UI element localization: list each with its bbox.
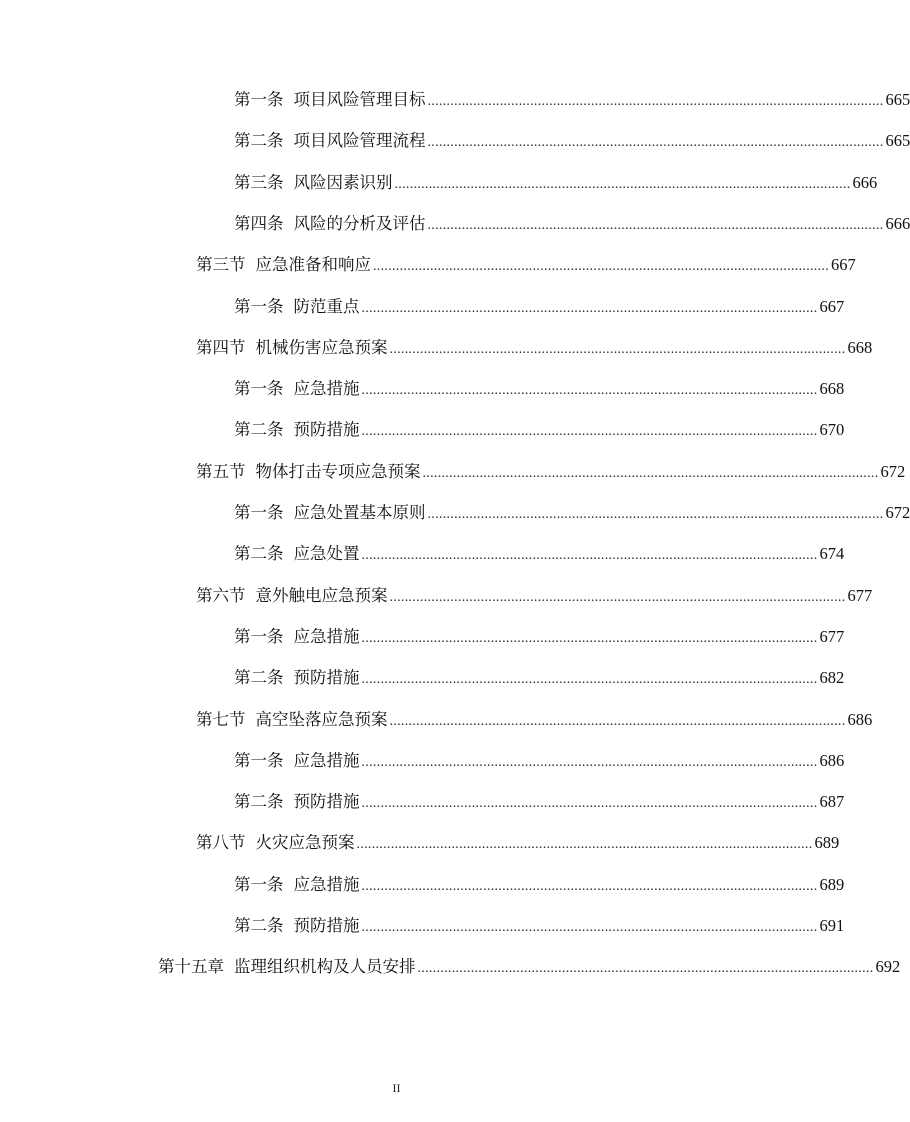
toc-entry-page: 668 bbox=[819, 379, 845, 399]
toc-leader-dots: ........................................................................................................................ bbox=[361, 548, 818, 564]
toc-leader-dots: ........................................................................................................................ bbox=[361, 796, 818, 812]
toc-entry-page: 666 bbox=[852, 172, 878, 192]
toc-entry-number: 第四节 bbox=[196, 337, 246, 357]
toc-leader-dots: ........................................................................................................................ bbox=[422, 465, 879, 481]
toc-entry-number: 第一条 bbox=[234, 379, 284, 399]
toc-entry-page: 686 bbox=[819, 750, 845, 770]
toc-leader-dots: ........................................................................................................................ bbox=[361, 383, 818, 399]
toc-entry-page: 677 bbox=[819, 626, 845, 646]
toc-entry-page: 670 bbox=[819, 420, 845, 440]
toc-leader-dots: ........................................................................................................................ bbox=[361, 878, 818, 894]
toc-leader-dots: ........................................................................................................................ bbox=[394, 176, 851, 192]
toc-entry[interactable] bbox=[234, 873, 845, 897]
toc-entry[interactable] bbox=[196, 708, 873, 732]
toc-entry[interactable] bbox=[234, 418, 845, 442]
toc-leader-dots: ........................................................................................................................ bbox=[361, 754, 818, 770]
toc-entry-number: 第四条 bbox=[234, 213, 284, 233]
toc-entry-title: 应急准备和响应 bbox=[255, 255, 371, 275]
toc-entry-number: 第六节 bbox=[196, 585, 246, 605]
toc-entry-title: 预防措施 bbox=[293, 420, 360, 440]
toc-entry-title: 应急处置基本原则 bbox=[293, 503, 426, 522]
toc-leader-dots: ........................................................................................................................ bbox=[361, 630, 818, 646]
toc-entry-page: 689 bbox=[819, 874, 845, 894]
toc-entry-title: 应急措施 bbox=[293, 750, 360, 770]
toc-entry-title: 风险的分析及评估 bbox=[293, 213, 426, 233]
toc-entry-page: 689 bbox=[814, 833, 840, 853]
toc-entry-title: 监理组织机构及人员安排 bbox=[234, 957, 416, 977]
toc-entry-title: 物体打击专项应急预案 bbox=[255, 461, 421, 481]
toc-entry-page: 667 bbox=[831, 255, 856, 275]
toc-entry-page: 672 bbox=[885, 503, 910, 522]
page-number: II bbox=[392, 1081, 401, 1095]
toc-leader-dots: ........................................................................................................................ bbox=[427, 94, 884, 109]
toc-entry[interactable] bbox=[196, 336, 873, 360]
toc-entry-page: 687 bbox=[819, 792, 845, 812]
toc-entry-title: 应急措施 bbox=[293, 379, 360, 399]
toc-entry-page: 682 bbox=[819, 668, 845, 688]
toc-leader-dots: ........................................................................................................................ bbox=[427, 507, 884, 522]
toc-entry-page: 692 bbox=[875, 957, 901, 977]
toc-entry-page: 666 bbox=[885, 213, 910, 233]
toc-entry-page: 677 bbox=[847, 585, 873, 605]
toc-entry-number: 第二条 bbox=[234, 544, 284, 564]
toc-entry-number: 第一条 bbox=[234, 90, 284, 109]
toc-entry[interactable] bbox=[234, 377, 845, 401]
toc-entry-title: 预防措施 bbox=[293, 916, 360, 935]
toc-entry-title: 项目风险管理目标 bbox=[293, 90, 426, 109]
toc-entry-page: 665 bbox=[885, 90, 910, 109]
toc-entry-number: 第二条 bbox=[234, 131, 284, 151]
toc-leader-dots: ........................................................................................................................ bbox=[356, 837, 813, 853]
toc-entry[interactable] bbox=[234, 914, 845, 938]
toc-entry-number: 第二条 bbox=[234, 792, 284, 812]
toc-entry-title: 火灾应急预案 bbox=[255, 833, 355, 853]
toc-entry[interactable] bbox=[234, 501, 910, 525]
toc-entry[interactable] bbox=[234, 295, 845, 319]
toc-entry[interactable] bbox=[196, 831, 840, 855]
toc-entry-number: 第三节 bbox=[196, 255, 246, 275]
toc-entry-title: 应急措施 bbox=[293, 874, 360, 894]
toc-entry[interactable] bbox=[196, 584, 873, 608]
toc-entry[interactable] bbox=[234, 129, 910, 153]
toc-entry-number: 第七节 bbox=[196, 709, 246, 729]
toc-entry[interactable] bbox=[234, 542, 845, 566]
toc-entry-number: 第二条 bbox=[234, 916, 284, 935]
toc-entry-title: 应急措施 bbox=[293, 626, 360, 646]
toc-leader-dots: ........................................................................................................................ bbox=[389, 713, 846, 729]
toc-leader-dots: ........................................................................................................................ bbox=[361, 672, 818, 688]
toc-entry-title: 预防措施 bbox=[293, 668, 360, 688]
toc-entry-number: 第一条 bbox=[234, 750, 284, 770]
toc-entry-page: 665 bbox=[885, 131, 910, 151]
toc-entry-title: 项目风险管理流程 bbox=[293, 131, 426, 151]
toc-entry[interactable] bbox=[196, 460, 906, 484]
toc-leader-dots: ........................................................................................................................ bbox=[427, 135, 884, 151]
toc-entry-number: 第一条 bbox=[234, 296, 284, 316]
toc-entry[interactable] bbox=[158, 955, 901, 979]
toc-entry[interactable] bbox=[234, 749, 845, 773]
toc-entry-number: 第二条 bbox=[234, 420, 284, 440]
toc-entry-number: 第八节 bbox=[196, 833, 246, 853]
toc-leader-dots: ........................................................................................................................ bbox=[389, 341, 846, 357]
toc-entry[interactable] bbox=[234, 171, 878, 195]
toc-leader-dots: ........................................................................................................................ bbox=[361, 920, 818, 935]
toc-leader-dots: ........................................................................................................................ bbox=[373, 259, 829, 275]
toc-entry-page: 672 bbox=[880, 461, 906, 481]
toc-leader-dots: ........................................................................................................................ bbox=[361, 300, 818, 316]
toc-entry-page: 667 bbox=[819, 296, 845, 316]
toc-leader-dots: ........................................................................................................................ bbox=[417, 961, 874, 977]
toc-entry-number: 第一条 bbox=[234, 503, 284, 522]
toc-entry-title: 机械伤害应急预案 bbox=[255, 337, 388, 357]
toc-entry[interactable] bbox=[234, 625, 845, 649]
toc-entry-number: 第一条 bbox=[234, 626, 284, 646]
toc-leader-dots: ........................................................................................................................ bbox=[427, 217, 884, 233]
toc-entry-title: 防范重点 bbox=[293, 296, 360, 316]
toc-entry-number: 第五节 bbox=[196, 461, 246, 481]
toc-entry-number: 第二条 bbox=[234, 668, 284, 688]
toc-entry-title: 预防措施 bbox=[293, 792, 360, 812]
toc-entry[interactable] bbox=[234, 212, 910, 236]
toc-entry-number: 第一条 bbox=[234, 874, 284, 894]
toc-entry[interactable] bbox=[234, 790, 845, 814]
toc-leader-dots: ........................................................................................................................ bbox=[361, 424, 818, 440]
toc-entry-page: 686 bbox=[847, 709, 873, 729]
toc-entry-title: 高空坠落应急预案 bbox=[255, 709, 388, 729]
toc-entry-page: 674 bbox=[819, 544, 845, 564]
toc-entry-page: 691 bbox=[819, 916, 845, 935]
toc-entry-page: 668 bbox=[847, 337, 873, 357]
toc-entry[interactable] bbox=[234, 666, 845, 690]
toc-entry-number: 第十五章 bbox=[158, 957, 224, 977]
toc-entry-title: 风险因素识别 bbox=[293, 172, 393, 192]
toc-entry-title: 应急处置 bbox=[293, 544, 360, 564]
toc-leader-dots: ........................................................................................................................ bbox=[389, 589, 846, 605]
toc-entry-number: 第三条 bbox=[234, 172, 284, 192]
toc-entry-title: 意外触电应急预案 bbox=[255, 585, 388, 605]
toc-entry[interactable] bbox=[234, 88, 910, 112]
toc-entry[interactable] bbox=[196, 253, 856, 277]
